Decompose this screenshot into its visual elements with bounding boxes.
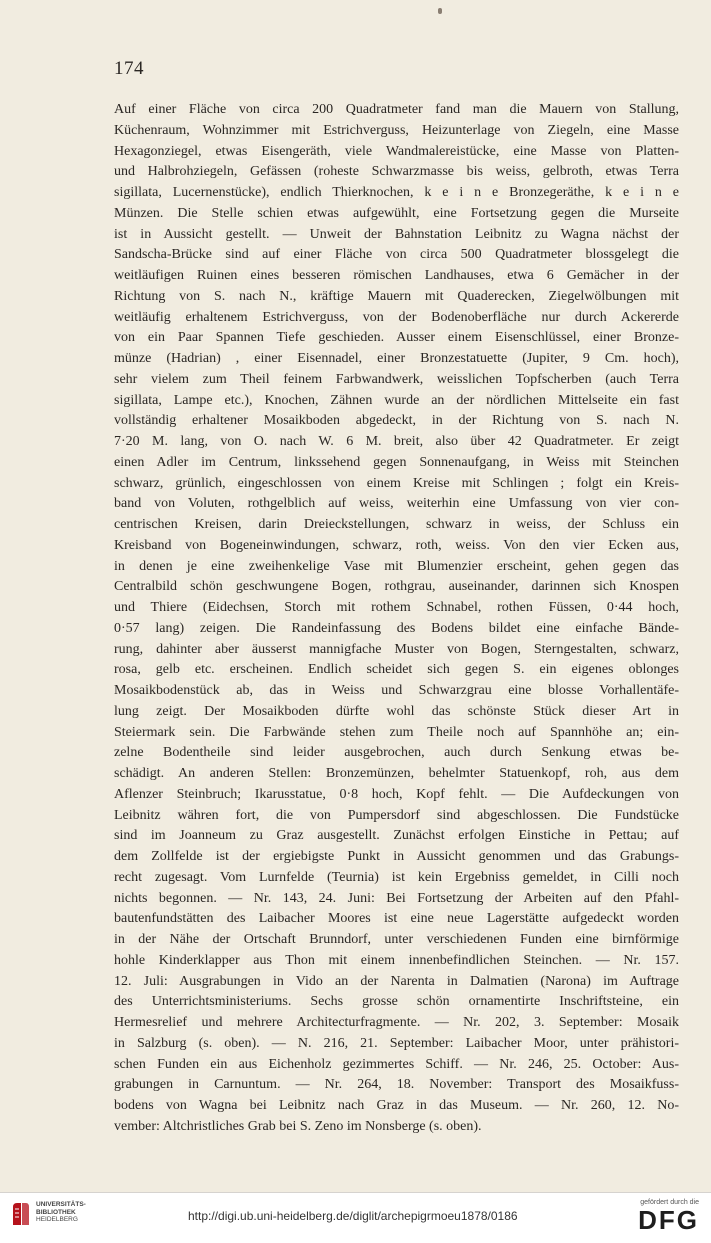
text-line: rung, dahinter aber äusserst mannigfache Muster von Bogen, Sterngestalten, schwarz, <box>114 641 679 657</box>
text-line: und Halbrohziegeln, Gefässen (roheste Schwarzmasse bis weiss, gelbroth, etwas Terra <box>114 164 679 180</box>
permalink-url[interactable]: http://digi.ub.uni-heidelberg.de/diglit/archepigrmoeu1878/0186 <box>188 1209 518 1223</box>
text-line: Hexagonziegel, etwas Eisengeräth, viele Wandmalereistücke, eine Masse von Platten- <box>114 143 679 159</box>
logo-line-2: BIBLIOTHEK <box>36 1208 76 1216</box>
text-line: Kreisband von Bogeneinwindungen, schwarz, roth, weiss. Von den vier Ecken aus, <box>114 537 679 553</box>
text-line: 7·20 M. lang, von O. nach W. 6 M. breit, also über 42 Quadratmeter. Er zeigt <box>114 434 679 449</box>
text-line: dem Zollfelde ist der ergiebigste Punkt in Aussicht genommen und das Grabungs- <box>114 849 679 864</box>
text-line: Centralbild schön geschwungene Bogen, rothgrau, auseinander, darinnen sich Knospen <box>114 579 679 595</box>
text-line: 12. Juli: Ausgrabungen in Vido an der Narenta in Dalmatien (Narona) im Auftrage <box>114 973 679 989</box>
text-line: sigillata, Lucernenstücke), endlich Thierknochen, k e i n e Bronzegeräthe, k e i n e <box>114 185 679 200</box>
text-line: bautenfundstätten des Laibacher Moores ist eine neue Lagerstätte aufgedeckt worden <box>114 911 679 927</box>
logo-text <box>36 1201 86 1224</box>
library-book-icon <box>10 1201 32 1227</box>
logo-line-3: HEIDELBERG <box>36 1216 78 1223</box>
text-line: in Salzburg (s. oben). — N. 216, 21. September: Laibacher Moor, unter prähistori- <box>114 1035 679 1051</box>
text-line: weitläufig erhaltenem Estrichverguss, von der Bodenoberfläche nur durch Ackererde <box>114 309 679 325</box>
text-line: grabungen in Carnuntum. — Nr. 264, 18. November: Transport des Mosaikfuss- <box>114 1077 679 1093</box>
text-line: recht zugesagt. Vom Lurnfelde (Teurnia) ist kein Ergebniss gemeldet, in Cilli noch <box>114 869 679 885</box>
page-number: 174 <box>114 58 144 79</box>
text-line: Sandscha-Brücke sind auf einer Fläche von circa 500 Quadratmeter blossgelegt die <box>114 247 679 263</box>
text-line: 0·57 lang) zeigen. Die Randeinfassung des Bodens bildet eine einfache Bände- <box>114 620 679 636</box>
text-line: band von Voluten, rothgelblich auf weiss, weiterhin eine Umfassung von vier con- <box>114 496 679 512</box>
text-line: schwarz, grünlich, eingeschlossen von einem Kreise mit Schlingen ; folgt ein Kreis- <box>114 475 679 491</box>
text-line: Auf einer Fläche von circa 200 Quadratmeter fand man die Mauern von Stallung, <box>114 102 679 117</box>
text-line: centrischen Kreisen, darin Dreieckstellungen, schwarz in weiss, der Schluss ein <box>114 517 679 532</box>
text-line: nichts begonnen. — Nr. 143, 24. Juni: Bei Fortsetzung der Arbeiten auf den Pfahl- <box>114 890 679 906</box>
text-line: des Unterrichtsministeriums. Sechs grosse schön ornamentirte Inschriftsteine, ein <box>114 994 679 1010</box>
body-text <box>114 100 679 1138</box>
text-line: vollständig erhaltener Mosaikboden abgedeckt, in der Richtung von S. nach N. <box>114 413 679 429</box>
text-line: Hermesrelief und mehrere Architecturfragmente. — Nr. 202, 3. September: Mosaik <box>114 1015 679 1030</box>
text-line: schen Funden ein aus Eichenholz gezimmertes Schiff. — Nr. 246, 25. October: Aus- <box>114 1056 679 1072</box>
logo-line-1: UNIVERSITÄTS- <box>36 1201 86 1208</box>
funding-label: gefördert durch die <box>640 1199 699 1206</box>
text-line: ist in Aussicht gestellt. — Unweit der Bahnstation Leibnitz zu Wagna nächst der <box>114 226 679 242</box>
text-line: und Thiere (Eidechsen, Storch mit rothem Schnabel, rothen Füssen, 0·44 hoch, <box>114 600 679 615</box>
text-line: einen Adler im Centrum, linkssehend gegen Sonnenaufgang, in Weiss mit Steinchen <box>114 454 679 470</box>
text-line: sigillata, Lampe etc.), Knochen, Zähnen wurde an der nördlichen Mittelseite ein fast <box>114 392 679 408</box>
text-line: Mosaikbodenstück ab, das in Weiss und Schwarzgrau eine blosse Vorhallentäfe- <box>114 683 679 698</box>
text-line: in denen je eine zweihenkelige Vase mit Blumenzier erscheint, gehen gegen das <box>114 558 679 574</box>
text-line: rosa, gelb etc. erscheinen. Endlich scheidet sich gegen S. ein eigenes oblonges <box>114 662 679 678</box>
text-line: Steiermark sein. Die Farbwände stehen zum Theile noch auf Spannhöhe an; ein- <box>114 724 679 740</box>
funding-credit[interactable] <box>638 1199 699 1234</box>
text-line: Aflenzer Steinbruch; Ikarusstatue, 0·8 hoch, Kopf fehlt. — Die Aufdeckungen von <box>114 786 679 802</box>
text-line: hohle Kinderklapper aus Thon mit einem innenbefindlichen Steinchen. — Nr. 157. <box>114 952 679 968</box>
footer-bar <box>0 1192 711 1243</box>
text-line: von ein Paar Spannen Tiefe geschieden. Ausser einem Eisenschlüssel, einer Bronze- <box>114 330 679 346</box>
text-line: Küchenraum, Wohnzimmer mit Estrichverguss, Heizunterlage von Ziegeln, eine Masse <box>114 122 679 138</box>
university-library-logo[interactable] <box>10 1201 86 1227</box>
text-line: Münzen. Die Stelle schien etwas aufgewühlt, eine Fortsetzung gegen die Murseite <box>114 205 679 221</box>
text-line: in der Nähe der Ortschaft Brunndorf, unter verschiedenen Funden eine birnförmige <box>114 932 679 947</box>
text-line: sehr vielem zum Theil feinem Farbwandwerk, weisslichen Topfscherben (auch Terra <box>114 371 679 387</box>
text-line: Richtung von S. nach N., kräftige Mauern mit Quaderecken, Ziegelwölbungen mit <box>114 288 679 304</box>
text-line: weitläufigen Ruinen eines besseren römischen Landhauses, etwa 6 Gemächer in der <box>114 268 679 283</box>
ink-spot <box>438 8 442 14</box>
dfg-logo: DFG <box>638 1205 699 1235</box>
text-line: bodens von Wagna bei Leibnitz nach Graz in das Museum. — Nr. 260, 12. No- <box>114 1098 679 1113</box>
text-line: lung zeigt. Der Mosaikboden dürfte wohl das schönste Stück dieser Art in <box>114 703 679 719</box>
text-line: schädigt. An anderen Stellen: Bronzemünzen, behelmter Statuenkopf, roh, aus dem <box>114 766 679 781</box>
text-line: vember: Altchristliches Grab bei S. Zeno im Nonsberge (s. oben). <box>114 1118 482 1134</box>
text-line: Leibnitz währen fort, die von Pumpersdorf sind abgeschlossen. Die Fundstücke <box>114 807 679 823</box>
text-line: zelne Bodentheile sind leider ausgebrochen, auch durch Senkung etwas be- <box>114 745 679 761</box>
text-line: sind im Joanneum zu Graz ausgestellt. Zunächst erfolgen Einstiche in Pettau; auf <box>114 828 679 844</box>
text-line: münze (Hadrian) , einer Eisennadel, einer Bronzestatuette (Jupiter, 9 Cm. hoch), <box>114 351 679 366</box>
